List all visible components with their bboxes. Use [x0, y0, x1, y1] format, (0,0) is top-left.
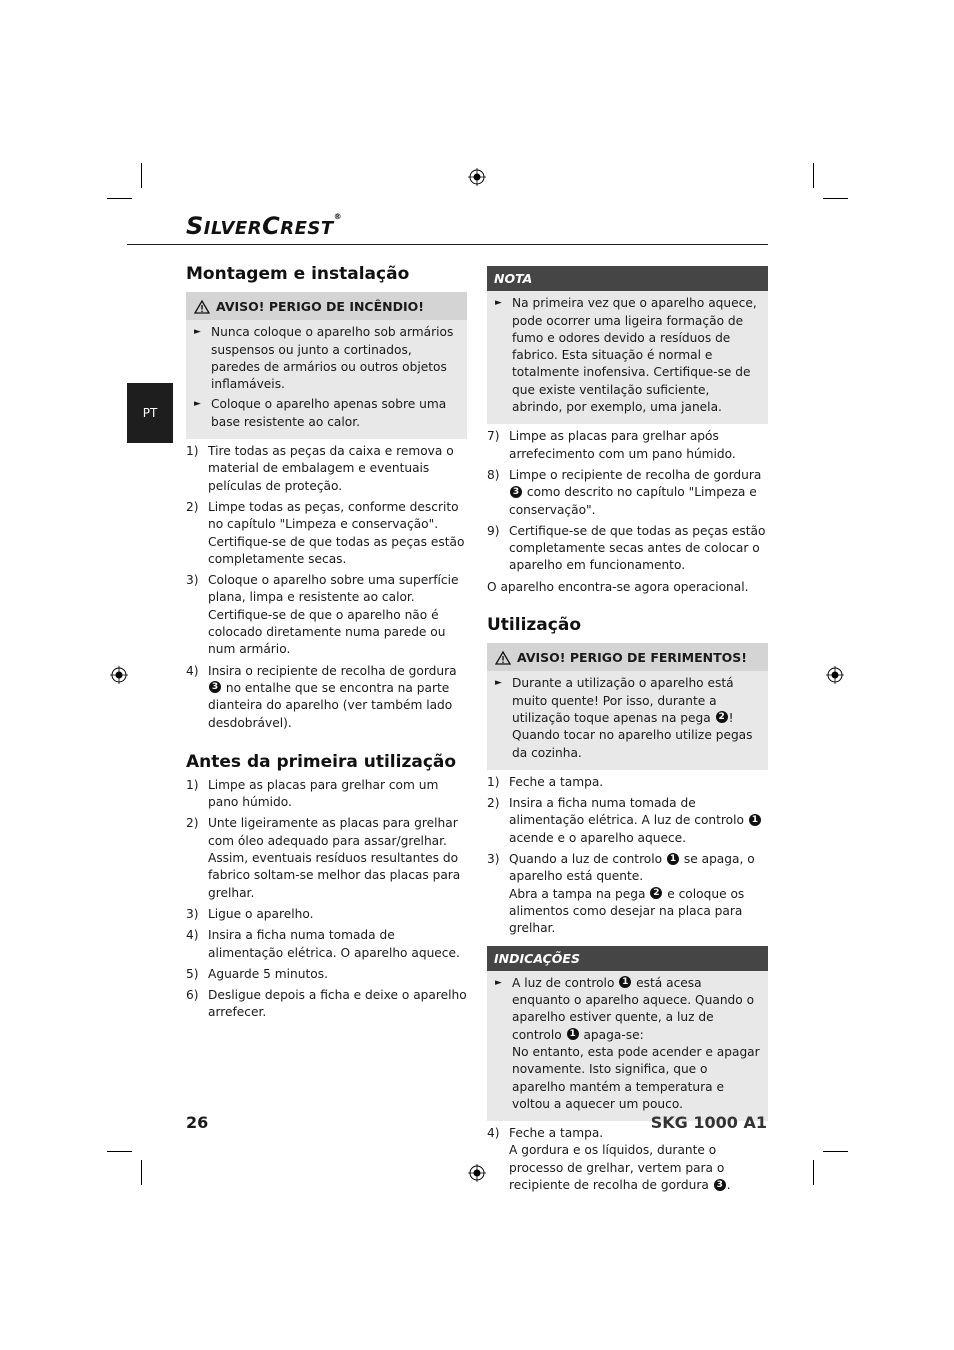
- right-column: [487, 266, 768, 1194]
- list-item: ► Coloque o aparelho apenas sobre uma base resistente ao calor.: [194, 396, 459, 431]
- list-item: 1) Feche a tampa.: [487, 774, 604, 789]
- list-item: 4) Insira a ficha numa tomada de alimentação elétrica. O aparelho aquece.: [186, 928, 460, 960]
- list-item: 2) Limpe todas as peças, conforme descrito no capítulo "Limpeza e conservação". Certifique-se de que todas as peças estão completamente secas.: [186, 499, 465, 566]
- warning-body: [487, 671, 768, 769]
- header-rule: [127, 244, 768, 245]
- operational-text: O aparelho encontra-se agora operacional.: [487, 579, 749, 594]
- warning-header: AVISO! PERIGO DE INCÊNDIO!: [186, 292, 467, 320]
- arrow-bullet-icon: ►: [194, 399, 201, 410]
- registration-mark-icon: [110, 666, 128, 684]
- list-item: ► Na primeira vez que o aparelho aquece, pode ocorrer uma ligeira formação de fumo e odores devido a resíduos de fabrico. Esta situação é normal e totalmente inofensiva. Certifique-se de que existe ventilação suficiente, abrindo, por exemplo, uma janela.: [495, 295, 760, 416]
- list-item: ► A luz de controlo 1 está acesa enquanto o aparelho aquece. Quando o aparelho estiver quente, a luz de controlo 1 apaga-se: No entanto, esta pode acender e apagar novamente. Isto significa, que o aparelho mantém a temperatura e voltou a aquecer um pouco.: [495, 975, 760, 1113]
- crop-mark: [107, 198, 132, 199]
- list-item: 2) Unte ligeiramente as placas para grelhar com óleo adequado para assar/grelhar. Assim, eventuais resíduos resultantes do fabrico soltam-se melhor das placas para grelhar.: [186, 816, 461, 900]
- list-item: 6) Desligue depois a ficha e deixe o aparelho arrefecer.: [186, 988, 467, 1020]
- list-item: 4) Feche a tampa. A gordura e os líquidos, durante o processo de grelhar, vertem para o recipiente de recolha de gordura 3 .: [487, 1126, 731, 1193]
- steps-montagem: [186, 443, 467, 732]
- warning-box-fire: [186, 292, 467, 439]
- model-number: SKG 1000 A1: [650, 1113, 767, 1132]
- part-number-badge: 2: [650, 887, 662, 899]
- page-number: 26: [186, 1113, 209, 1132]
- crop-mark: [813, 163, 814, 188]
- list-item: 4) Insira o recipiente de recolha de gordura 3 no entalhe que se encontra na parte dianteira do aparelho (ver também lado desdobrável).: [186, 663, 457, 730]
- part-number-badge: 2: [716, 711, 728, 723]
- language-tab: PT: [127, 383, 173, 443]
- list-item: 3) Quando a luz de controlo 1 se apaga, o aparelho está quente. Abra a tampa na pega 2 e coloque os alimentos como desejar na placa para grelhar.: [487, 852, 755, 936]
- arrow-bullet-icon: ►: [495, 977, 502, 988]
- part-number-badge: 1: [667, 853, 679, 865]
- list-item: ► Durante a utilização o aparelho está muito quente! Por isso, durante a utilização toque apenas na pega 2 ! Quando tocar no aparelho utilize pegas da cozinha.: [495, 675, 760, 761]
- list-item: 2) Insira a ficha numa tomada de alimentação elétrica. A luz de controlo 1 acende e o aparelho aquece.: [487, 795, 768, 847]
- note-body: [487, 291, 768, 424]
- indications-header: INDICAÇÕES: [487, 946, 768, 971]
- note-box: [487, 266, 768, 424]
- list-item: 3) Ligue o aparelho.: [186, 906, 314, 921]
- warning-body: [186, 320, 467, 439]
- crop-mark: [141, 163, 142, 188]
- crop-mark: [823, 198, 848, 199]
- crop-mark: [823, 1151, 848, 1152]
- steps-continued: [487, 428, 768, 574]
- list-item: ► Nunca coloque o aparelho sob armários suspensos ou junto a cortinados, paredes de armários ou outros objetos inflamáveis.: [194, 324, 459, 393]
- warning-box-injury: [487, 643, 768, 770]
- part-number-badge: 1: [619, 976, 631, 988]
- note-header: NOTA: [487, 266, 768, 291]
- warning-triangle-icon: [194, 300, 210, 314]
- registration-mark-icon: [468, 168, 486, 186]
- crop-mark: [107, 1151, 132, 1152]
- list-item: 5) Aguarde 5 minutos.: [186, 966, 328, 981]
- steps-utilizacao: [487, 774, 768, 938]
- warning-triangle-icon: [495, 651, 511, 665]
- arrow-bullet-icon: ►: [194, 327, 201, 338]
- part-number-badge: 1: [567, 1028, 579, 1040]
- section-title-utilizacao: Utilização: [487, 615, 582, 636]
- section-title-antes: Antes da primeira utilização: [186, 751, 457, 772]
- brand-logo: SILVERCREST®: [186, 212, 343, 240]
- part-number-badge: 3: [209, 681, 221, 693]
- part-number-badge: 1: [749, 814, 761, 826]
- indications-body: [487, 971, 768, 1121]
- part-number-badge: 3: [510, 486, 522, 498]
- list-item: 1) Limpe as placas para grelhar com um pano húmido.: [186, 777, 439, 810]
- section-title-montagem: Montagem e instalação: [186, 264, 410, 284]
- registration-mark-icon: [826, 666, 844, 684]
- arrow-bullet-icon: ►: [495, 298, 502, 309]
- left-column: [186, 263, 467, 1022]
- part-number-badge: 3: [714, 1179, 726, 1191]
- list-item: 1) Tire todas as peças da caixa e remova o material de embalagem e eventuais películas de proteção.: [186, 444, 454, 493]
- list-item: 7) Limpe as placas para grelhar após arrefecimento com um pano húmido.: [487, 429, 736, 461]
- list-item: 8) Limpe o recipiente de recolha de gordura 3 como descrito no capítulo "Limpeza e conservação".: [487, 467, 762, 517]
- steps-antes: [186, 777, 467, 1022]
- crop-mark: [141, 1160, 142, 1185]
- warning-header: AVISO! PERIGO DE FERIMENTOS!: [487, 643, 768, 671]
- list-item: 9) Certifique-se de que todas as peças estão completamente secas antes de colocar o aparelho em funcionamento.: [487, 523, 766, 573]
- arrow-bullet-icon: ►: [495, 678, 502, 689]
- indications-box: [487, 946, 768, 1122]
- crop-mark: [813, 1160, 814, 1185]
- list-item: 3) Coloque o aparelho sobre uma superfície plana, limpa e resistente ao calor. Certifique-se de que o aparelho não é colocado diretamente numa parede ou num armário.: [186, 573, 459, 657]
- registration-mark-icon: [468, 1164, 486, 1182]
